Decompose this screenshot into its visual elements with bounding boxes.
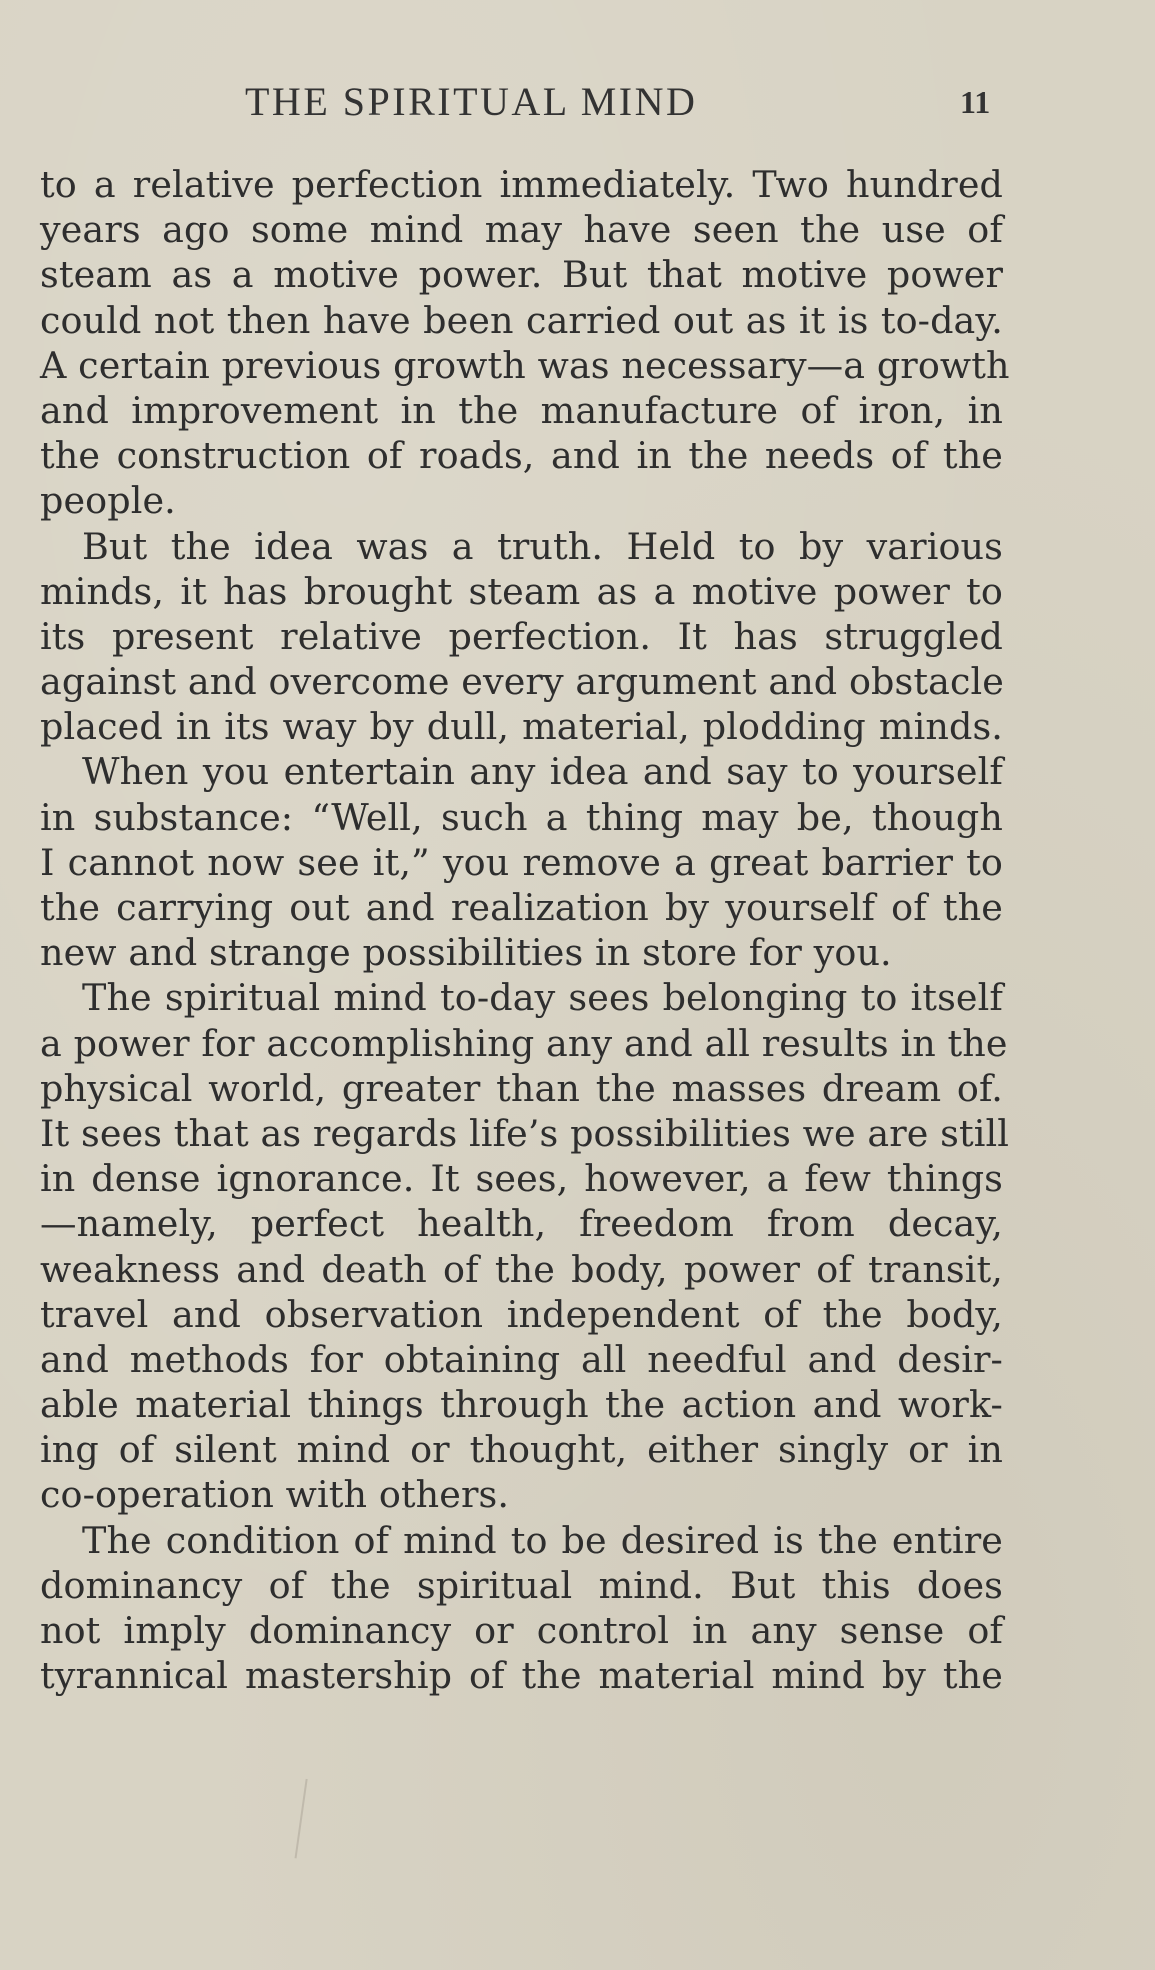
text-line: and methods for obtaining all needful and desir- <box>40 1337 1003 1381</box>
text-line: When you entertain any idea and say to yourself <box>82 750 1003 794</box>
text-line: minds, it has brought steam as a motive power to <box>40 569 1003 613</box>
running-head <box>0 78 1155 126</box>
text-line: able material things through the action and work- <box>40 1383 1003 1427</box>
text-line: and improvement in the manufacture of iron, in <box>40 388 1003 432</box>
paragraph-4 <box>40 975 1010 1517</box>
text-line: the construction of roads, and in the needs of the <box>40 434 1003 478</box>
text-line: physical world, greater than the masses dream of. <box>40 1066 1003 1110</box>
running-title: THE SPIRITUAL MIND <box>245 79 698 124</box>
text-line: not imply dominancy or control in any sense of <box>40 1609 1003 1652</box>
text-line: steam as a motive power. But that motive power <box>40 253 1003 297</box>
text-line: in dense ignorance. It sees, however, a few things <box>40 1157 1003 1201</box>
text-line: I cannot now see it,” you remove a great barrier to <box>40 840 1003 884</box>
text-line: in substance: “Well, such a thing may be, though <box>40 795 1003 839</box>
text-line: placed in its way by dull, material, plodding minds. <box>40 705 1003 749</box>
paragraph-5 <box>40 1518 1003 1699</box>
text-line: travel and observation independent of the body, <box>40 1292 1003 1336</box>
text-line: But the idea was a truth. Held to by various <box>82 524 1003 568</box>
text-line: It sees that as regards life’s possibilities we are still <box>40 1111 1010 1155</box>
text-line: to a relative perfection immediately. Two hundred <box>40 163 1003 206</box>
text-line: weakness and death of the body, power of transit, <box>40 1247 1003 1291</box>
text-line: the carrying out and realization by yourself of the <box>40 886 1003 929</box>
body-text <box>40 162 1010 1698</box>
paper-mark <box>295 1779 328 1861</box>
paragraph-2 <box>40 524 1003 750</box>
text-line: tyrannical mastership of the material mind by the <box>40 1654 1003 1698</box>
text-line: co-operation with others. <box>40 1473 510 1517</box>
text-line: dominancy of the spiritual mind. But this does <box>40 1563 1003 1607</box>
text-line: A certain previous growth was necessary—a growth <box>40 343 1010 387</box>
text-line: The condition of mind to be desired is the entire <box>82 1518 1003 1562</box>
page-number: 11 <box>960 84 991 120</box>
paragraph-3 <box>40 749 1003 975</box>
text-line: could not then have been carried out as it is to-day. <box>40 298 1003 342</box>
text-line: ing of silent mind or thought, either singly or in <box>40 1428 1003 1472</box>
text-line: people. <box>40 479 176 523</box>
text-line: a power for accomplishing any and all results in the <box>40 1021 1008 1065</box>
text-line: The spiritual mind to-day sees belonging to itself <box>82 976 1003 1020</box>
text-line: its present relative perfection. It has struggled <box>40 614 1003 658</box>
text-line: years ago some mind may have seen the use of <box>40 208 1003 252</box>
text-line: new and strange possibilities in store for you. <box>40 931 892 975</box>
paragraph-1 <box>40 162 1010 524</box>
text-line: —namely, perfect health, freedom from decay, <box>40 1202 1003 1246</box>
text-line: against and overcome every argument and obstacle <box>40 660 1004 704</box>
